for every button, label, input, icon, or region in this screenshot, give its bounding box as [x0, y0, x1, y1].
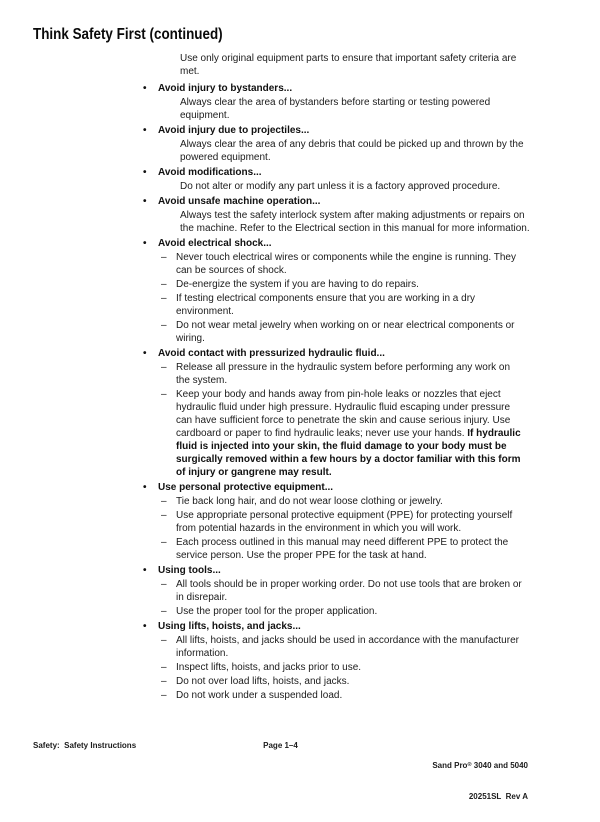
dash-marker-icon: –	[161, 606, 167, 617]
footer-page-number: Page 1–4	[263, 741, 298, 750]
bullet-label: Avoid modifications...	[158, 167, 262, 178]
text-segment: Release all pressure in the hydraulic system before performing any work on the system.	[176, 362, 511, 386]
bullet-heading	[143, 481, 540, 494]
dash-item	[161, 689, 523, 702]
text-segment: All tools should be in proper working order. Do not use tools that are broken or in disrepair.	[176, 579, 522, 603]
footer-models: 3040 and 5040	[471, 761, 528, 770]
dash-item	[161, 292, 523, 318]
dash-text	[176, 292, 523, 318]
bullet-marker-icon: •	[143, 125, 147, 136]
bullet-label: Avoid injury to bystanders...	[158, 83, 293, 94]
text-segment: Tie back long hair, and do not wear loose clothing or jewelry.	[176, 496, 443, 507]
bullet-label: Use personal protective equipment...	[158, 482, 334, 493]
bullet-label: Avoid unsafe machine operation...	[158, 196, 321, 207]
dash-text	[176, 361, 523, 387]
dash-text	[176, 689, 523, 702]
dash-marker-icon: –	[161, 662, 167, 673]
bullet-paragraph: Always clear the area of bystanders before starting or testing powered equipment.	[180, 97, 491, 121]
bullet-item	[143, 166, 540, 193]
bullet-marker-icon: •	[143, 482, 147, 493]
bullet-item	[143, 347, 540, 479]
bullet-label: Avoid electrical shock...	[158, 238, 272, 249]
dash-item	[161, 675, 523, 688]
text-segment: Do not work under a suspended load.	[176, 690, 343, 701]
bullet-list	[143, 82, 540, 702]
bullet-heading	[143, 564, 540, 577]
footer-doc-number: 20251SL Rev A	[468, 792, 528, 801]
dash-item	[161, 509, 523, 535]
dash-text	[176, 251, 523, 277]
dash-marker-icon: –	[161, 389, 167, 400]
dash-text	[176, 675, 523, 688]
bullet-item	[143, 237, 540, 345]
dash-marker-icon: –	[161, 690, 167, 701]
text-segment: Use the proper tool for the proper application.	[176, 606, 378, 617]
dash-item	[161, 661, 523, 674]
registered-trademark-icon: ®	[467, 761, 472, 768]
bullet-marker-icon: •	[143, 565, 147, 576]
text-segment: All lifts, hoists, and jacks should be used in accordance with the manufacturer information.	[176, 635, 519, 659]
dash-item	[161, 278, 523, 291]
bullet-item	[143, 82, 540, 122]
dash-text	[176, 388, 523, 479]
text-segment: Do not over load lifts, hoists, and jacks.	[176, 676, 350, 687]
dash-text	[176, 536, 523, 562]
footer-section-label: Safety: Safety Instructions	[33, 741, 137, 750]
bullet-item	[143, 481, 540, 562]
dash-text	[176, 495, 523, 508]
dash-item	[161, 605, 523, 618]
bullet-item	[143, 195, 540, 235]
dash-marker-icon: –	[161, 496, 167, 507]
bullet-heading	[143, 82, 540, 95]
page-footer	[33, 741, 528, 801]
dash-marker-icon: –	[161, 676, 167, 687]
text-segment: Do not wear metal jewelry when working on or near electrical components or wiring.	[176, 320, 515, 344]
bullet-label: Using lifts, hoists, and jacks...	[158, 621, 301, 632]
dash-item	[161, 634, 523, 660]
bullet-heading	[143, 237, 540, 250]
dash-text	[176, 319, 523, 345]
dash-marker-icon: –	[161, 635, 167, 646]
dash-marker-icon: –	[161, 279, 167, 290]
dash-item	[161, 495, 523, 508]
bullet-paragraph: Do not alter or modify any part unless it is a factory approved procedure.	[180, 181, 501, 192]
bullet-item	[143, 124, 540, 164]
dash-marker-icon: –	[161, 362, 167, 373]
bullet-heading	[143, 195, 540, 208]
bullet-paragraph: Always clear the area of any debris that could be picked up and thrown by the powered equipment.	[180, 139, 524, 163]
bullet-marker-icon: •	[143, 238, 147, 249]
footer-model-info	[432, 741, 528, 822]
dash-item	[161, 536, 523, 562]
bullet-heading	[143, 124, 540, 137]
bullet-marker-icon: •	[143, 621, 147, 632]
dash-text	[176, 578, 523, 604]
dash-text	[176, 278, 523, 291]
text-segment: Each process outlined in this manual may need different PPE to protect the service person. Use the proper PPE for the task at hand.	[176, 537, 509, 561]
dash-text	[176, 509, 523, 535]
dash-marker-icon: –	[161, 293, 167, 304]
dash-marker-icon: –	[161, 510, 167, 521]
bullet-item	[143, 564, 540, 618]
dash-item	[161, 578, 523, 604]
dash-item	[161, 319, 523, 345]
dash-marker-icon: –	[161, 252, 167, 263]
bullet-label: Using tools...	[158, 565, 221, 576]
footer-model-line	[432, 761, 528, 772]
dash-item	[161, 251, 523, 277]
bullet-marker-icon: •	[143, 83, 147, 94]
bullet-marker-icon: •	[143, 167, 147, 178]
document-body	[143, 52, 540, 703]
page-title: Think Safety First (continued)	[33, 26, 223, 43]
bullet-label: Avoid injury due to projectiles...	[158, 125, 310, 136]
intro-paragraph: Use only original equipment parts to ensure that important safety criteria are met.	[180, 53, 517, 77]
text-segment: If hydraulic fluid is injected into your skin, the fluid damage to your body must be surgically removed within a few hours by a doctor familiar with this form of injury or gangrene may result.	[176, 428, 521, 478]
bullet-heading	[143, 620, 540, 633]
bullet-heading	[143, 166, 540, 179]
bullet-heading	[143, 347, 540, 360]
dash-text	[176, 634, 523, 660]
text-segment: Keep your body and hands away from pin-hole leaks or nozzles that eject hydraulic fluid under high pressure. Hydraulic fluid escaping under pressure can have sufficient force to penetrate the skin and cause serious injury. Use cardboard or paper to find hydraulic leaks; never use your hands.	[176, 389, 511, 439]
bullet-marker-icon: •	[143, 196, 147, 207]
text-segment: Use appropriate personal protective equipment (PPE) for protecting yourself from potential hazards in the environment in which you will work.	[176, 510, 513, 534]
text-segment: Never touch electrical wires or components while the engine is running. They can be sources of shock.	[176, 252, 516, 276]
bullet-label: Avoid contact with pressurized hydraulic fluid...	[158, 348, 385, 359]
dash-marker-icon: –	[161, 579, 167, 590]
dash-marker-icon: –	[161, 320, 167, 331]
text-segment: Inspect lifts, hoists, and jacks prior to use.	[176, 662, 362, 673]
dash-marker-icon: –	[161, 537, 167, 548]
text-segment: De-energize the system if you are having to do repairs.	[176, 279, 419, 290]
dash-item	[161, 361, 523, 387]
dash-item	[161, 388, 523, 479]
bullet-item	[143, 620, 540, 702]
footer-brand: Sand Pro	[432, 761, 468, 770]
dash-text	[176, 605, 523, 618]
bullet-marker-icon: •	[143, 348, 147, 359]
bullet-paragraph: Always test the safety interlock system after making adjustments or repairs on the machine. Refer to the Electrical section in this manual for more information.	[180, 210, 530, 234]
text-segment: If testing electrical components ensure that you are working in a dry environment.	[176, 293, 476, 317]
dash-text	[176, 661, 523, 674]
